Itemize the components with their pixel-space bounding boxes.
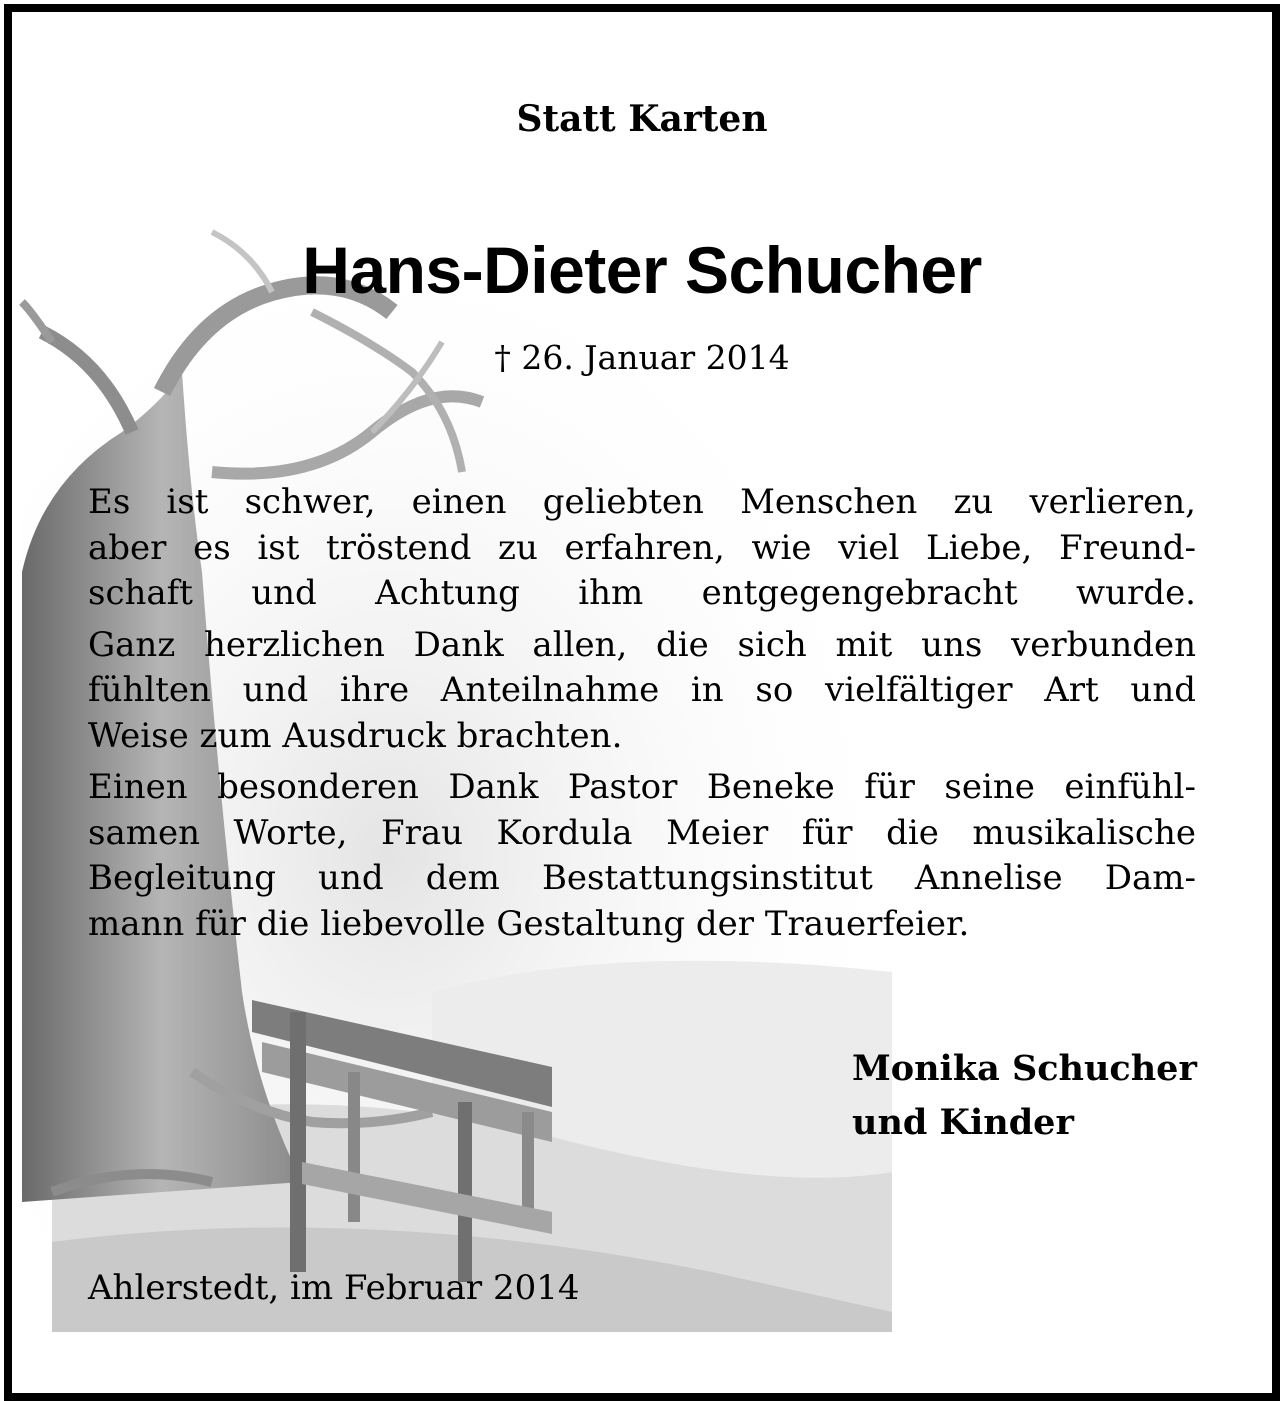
deceased-name: Hans-Dieter Schucher bbox=[302, 233, 982, 307]
obituary-notice bbox=[4, 4, 1280, 1401]
signature-line: Monika Schucher bbox=[852, 1048, 1197, 1089]
text-line: mann für die liebevolle Gestaltung der Trauerfeier. bbox=[88, 903, 970, 944]
text-line: fühlten und ihre Anteilnahme in so vielfältiger Art und bbox=[88, 670, 1196, 710]
text-line: Weise zum Ausdruck brachten. bbox=[88, 715, 623, 756]
text-line: schaft und Achtung ihm entgegengebracht wurde. bbox=[88, 573, 1196, 613]
text-line: samen Worte, Frau Kordula Meier für die musikalische bbox=[88, 812, 1196, 853]
place-date: Ahlerstedt, im Februar 2014 bbox=[88, 1268, 580, 1308]
header-statt-karten: Statt Karten bbox=[516, 98, 768, 140]
text-line: Begleitung und dem Bestattungsinstitut Annelise Dam- bbox=[88, 858, 1196, 898]
paragraph-2 bbox=[88, 623, 1196, 760]
signature-line: und Kinder bbox=[852, 1102, 1074, 1143]
death-date: † 26. Januar 2014 bbox=[494, 338, 790, 377]
paragraph-1 bbox=[88, 480, 1196, 617]
signature-block bbox=[852, 1042, 1197, 1150]
text-line: Einen besonderen Dank Pastor Beneke für seine einfühl- bbox=[88, 767, 1196, 807]
text-line: aber es ist tröstend zu erfahren, wie viel Liebe, Freund- bbox=[88, 527, 1196, 568]
text-line: Ganz herzlichen Dank allen, die sich mit uns verbunden bbox=[88, 624, 1196, 665]
paragraph-3 bbox=[88, 765, 1196, 947]
thank-you-text bbox=[88, 480, 1196, 953]
text-line: Es ist schwer, einen geliebten Menschen zu verlieren, bbox=[88, 482, 1196, 522]
